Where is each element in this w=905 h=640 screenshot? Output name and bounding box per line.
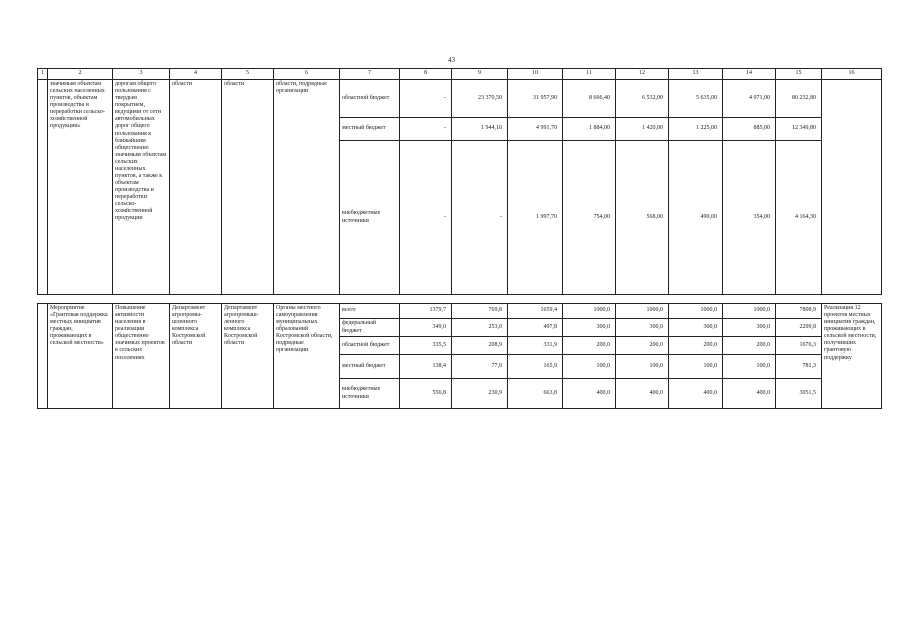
responsible-executor-cell: Департамент агропромы-шленного комплекса Костромской области <box>170 304 222 409</box>
value-cell: - <box>452 141 508 295</box>
value-cell: 4 991,70 <box>508 118 563 141</box>
value-cell: 300,0 <box>563 319 616 337</box>
value-cell: - <box>400 80 452 118</box>
value-cell: 349,0 <box>400 319 452 337</box>
header-cell: 5 <box>222 69 274 80</box>
funding-source-cell: всего <box>340 304 400 319</box>
value-cell: 200,0 <box>669 337 723 355</box>
participants-cell: Органы местного самоуправления муниципальных образований Костромской области, подрядные организации <box>274 304 340 409</box>
value-cell: 1000,0 <box>723 304 776 319</box>
value-cell: 4 071,00 <box>723 80 776 118</box>
coexecutor-cell: области <box>222 80 274 295</box>
value-cell: 300,0 <box>723 319 776 337</box>
value-cell: 1 225,00 <box>669 118 723 141</box>
value-cell: 6 532,00 <box>616 80 669 118</box>
coexecutor-cell: Департамент агропромыш-ленного комплекса Костромской области <box>222 304 274 409</box>
table-row <box>38 304 882 319</box>
value-cell: 1 420,00 <box>616 118 669 141</box>
value-cell: 400,0 <box>563 379 616 409</box>
header-cell: 8 <box>400 69 452 80</box>
value-cell: 354,00 <box>723 141 776 295</box>
header-cell: 4 <box>170 69 222 80</box>
value-cell: 331,9 <box>508 337 563 355</box>
value-cell: 1000,0 <box>669 304 723 319</box>
value-cell: 754,00 <box>563 141 616 295</box>
value-cell: 165,9 <box>508 355 563 379</box>
value-cell: 1000,0 <box>616 304 669 319</box>
value-cell: 1379,7 <box>400 304 452 319</box>
value-cell: 200,0 <box>563 337 616 355</box>
value-cell: 138,4 <box>400 355 452 379</box>
value-cell: 100,0 <box>723 355 776 379</box>
value-cell: 490,00 <box>669 141 723 295</box>
total-cell: 1676,3 <box>776 337 822 355</box>
header-cell: 9 <box>452 69 508 80</box>
value-cell: 1000,0 <box>563 304 616 319</box>
value-cell: 300,0 <box>669 319 723 337</box>
block-separator <box>38 295 882 304</box>
funding-source-cell: внебюджетные источники <box>340 379 400 409</box>
value-cell: 663,8 <box>508 379 563 409</box>
value-cell: 200,0 <box>616 337 669 355</box>
measure-name-cell: Мероприятие «Грантовая поддержка местных инициатив граждан, проживающих в сельской местности» <box>48 304 113 409</box>
row-number-cell <box>38 304 48 409</box>
value-cell: 200,0 <box>723 337 776 355</box>
funding-source-cell: федеральный бюджет <box>340 319 400 337</box>
participants-cell: области, подрядные организации <box>274 80 340 295</box>
result-cell: Реализация 12 проектов местных инициатив граждан, проживающих в сельской местности, получивших грантовую поддержку <box>822 304 882 409</box>
page-number: 43 <box>448 56 455 64</box>
table-row <box>38 80 882 118</box>
value-cell: 1659,4 <box>508 304 563 319</box>
header-cell: 3 <box>113 69 170 80</box>
value-cell: 5 635,00 <box>669 80 723 118</box>
value-cell: 497,8 <box>508 319 563 337</box>
value-cell: 335,5 <box>400 337 452 355</box>
value-cell: 300,0 <box>616 319 669 337</box>
value-cell: - <box>400 118 452 141</box>
total-cell: 2299,8 <box>776 319 822 337</box>
header-cell: 16 <box>822 69 882 80</box>
funding-source-cell: местный бюджет <box>340 118 400 141</box>
row-number-cell <box>38 80 48 295</box>
responsible-executor-cell: области <box>170 80 222 295</box>
value-cell: 253,0 <box>452 319 508 337</box>
total-cell: 3051,5 <box>776 379 822 409</box>
value-cell: 1 944,10 <box>452 118 508 141</box>
value-cell: 400,0 <box>669 379 723 409</box>
value-cell: 100,0 <box>563 355 616 379</box>
value-cell: 1 997,70 <box>508 141 563 295</box>
total-cell: 781,3 <box>776 355 822 379</box>
measure-description-cell: дорогам общего пользования с твердым покрытием, ведущими от сети автомобильных дорог общего пользования к ближайшим общественно значимым объектам сельских населенных пунктов, а также к объектам производства и переработки сельско-хозяйственной продукции <box>113 80 170 295</box>
value-cell: 77,0 <box>452 355 508 379</box>
funding-source-cell: внебюджетные источники <box>340 141 400 295</box>
separator-cell <box>38 295 882 304</box>
value-cell: 8 666,40 <box>563 80 616 118</box>
value-cell: 1 884,00 <box>563 118 616 141</box>
header-cell: 1 <box>38 69 48 80</box>
total-cell: 7808,9 <box>776 304 822 319</box>
total-cell: 12 349,80 <box>776 118 822 141</box>
value-cell: 100,0 <box>616 355 669 379</box>
header-cell: 12 <box>616 69 669 80</box>
value-cell: 400,0 <box>723 379 776 409</box>
header-cell: 15 <box>776 69 822 80</box>
value-cell: 23 370,50 <box>452 80 508 118</box>
value-cell: 100,0 <box>669 355 723 379</box>
funding-source-cell: областной бюджет <box>340 80 400 118</box>
header-cell: 6 <box>274 69 340 80</box>
total-cell: 4 164,30 <box>776 141 822 295</box>
value-cell: 230,9 <box>452 379 508 409</box>
header-cell: 14 <box>723 69 776 80</box>
funding-source-cell: местный бюджет <box>340 355 400 379</box>
value-cell: 208,9 <box>452 337 508 355</box>
result-cell <box>822 80 882 295</box>
measure-name-cell: значимым объектам сельских населенных пунктов, объектам производства и переработки сельско-хозяйственной продукции» <box>48 80 113 295</box>
measure-description-cell: Повышение активности населения в реализации общественно значимых проектов в сельских поселениях <box>113 304 170 409</box>
header-cell: 11 <box>563 69 616 80</box>
header-cell: 10 <box>508 69 563 80</box>
header-row <box>38 69 882 80</box>
value-cell: - <box>400 141 452 295</box>
value-cell: 885,00 <box>723 118 776 141</box>
header-cell: 7 <box>340 69 400 80</box>
total-cell: 80 232,80 <box>776 80 822 118</box>
value-cell: 31 957,90 <box>508 80 563 118</box>
value-cell: 556,8 <box>400 379 452 409</box>
value-cell: 769,8 <box>452 304 508 319</box>
header-cell: 2 <box>48 69 113 80</box>
header-cell: 13 <box>669 69 723 80</box>
funding-source-cell: областной бюджет <box>340 337 400 355</box>
value-cell: 400,0 <box>616 379 669 409</box>
value-cell: 568,00 <box>616 141 669 295</box>
budget-table <box>37 68 882 409</box>
